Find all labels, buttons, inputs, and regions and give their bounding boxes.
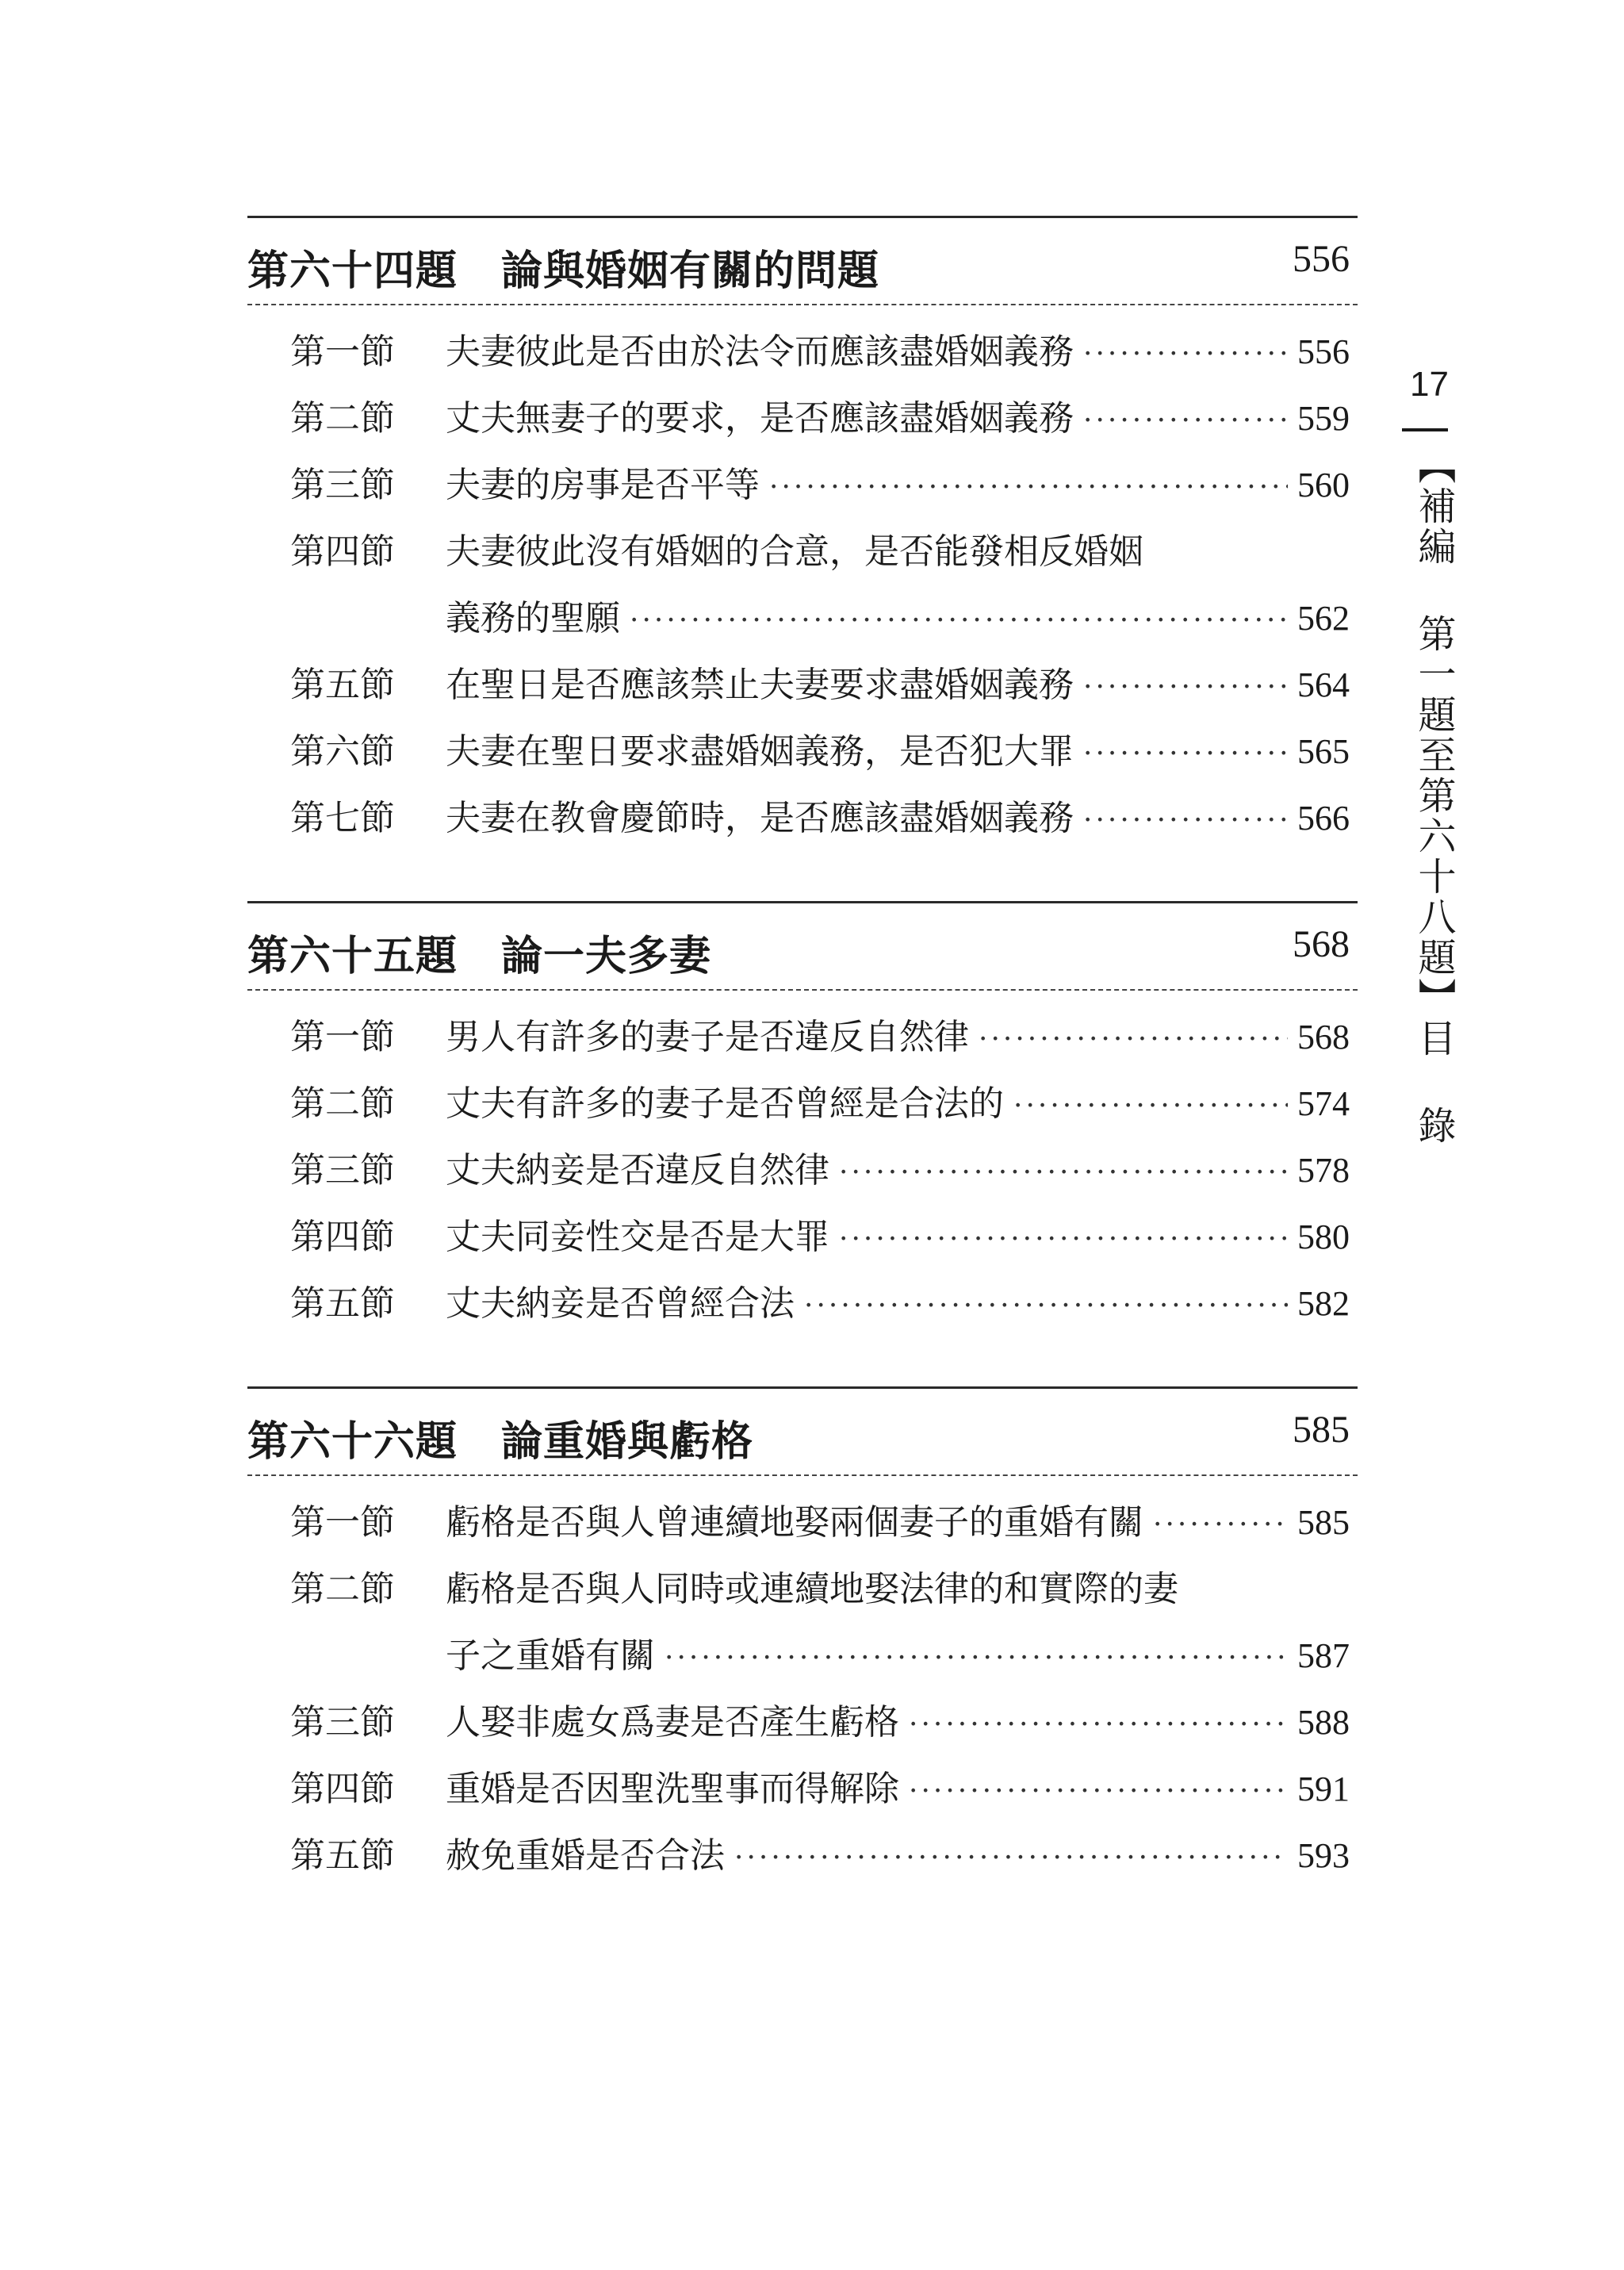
section-line — [446, 389, 1350, 440]
section-page-number: 580 — [1297, 1217, 1350, 1256]
section-list — [247, 316, 1358, 849]
section-entry — [247, 1820, 1358, 1887]
topic-title — [247, 237, 879, 297]
dot-leader — [804, 1290, 1288, 1322]
section-title: 夫妻彼此是否由於法令而應該盡婚姻義務 — [446, 332, 1074, 372]
dot-leader — [1153, 1509, 1288, 1541]
topic-label: 第六十四題 — [247, 247, 458, 295]
section-entry — [247, 783, 1358, 849]
section-title: 丈夫同妾性交是否是大罪 — [446, 1217, 829, 1257]
section-label: 第三節 — [290, 465, 395, 505]
topic-rule-bottom — [247, 989, 1358, 991]
section-line — [446, 1008, 1350, 1059]
section-label: 第五節 — [290, 665, 395, 705]
section-label: 第五節 — [290, 1283, 395, 1324]
section-entry — [247, 1687, 1358, 1754]
section-line — [446, 1208, 1350, 1259]
section-page-number: 556 — [1297, 332, 1350, 371]
section-title: 在聖日是否應該禁止夫妻要求盡婚姻義務 — [446, 665, 1074, 705]
section-page-number: 574 — [1297, 1084, 1350, 1123]
page-number: 17 — [1410, 365, 1449, 404]
section-list — [247, 1487, 1358, 1887]
section-page-number: 568 — [1297, 1018, 1350, 1056]
dot-leader — [630, 604, 1288, 637]
dot-leader — [839, 1223, 1288, 1256]
section-entry — [247, 316, 1358, 383]
section-label: 第三節 — [290, 1150, 395, 1191]
section-entry — [247, 1002, 1358, 1068]
dot-leader — [665, 1642, 1288, 1674]
dot-leader — [1083, 338, 1288, 370]
topic-title-text: 論與婚姻有關的問題 — [501, 247, 880, 295]
section-title: 丈夫納妾是否違反自然律 — [446, 1150, 829, 1191]
section-page-number: 588 — [1297, 1703, 1350, 1742]
topic-rule-bottom — [247, 1474, 1358, 1476]
section-entry — [247, 450, 1358, 516]
dot-leader — [909, 1708, 1288, 1741]
section-label: 第四節 — [290, 1769, 395, 1809]
section-label: 第四節 — [290, 1217, 395, 1257]
section-label: 第二節 — [290, 1083, 395, 1124]
running-header-title: 【補編 第一題至第六十八題】目 錄 — [1411, 446, 1456, 1146]
section-label: 第三節 — [290, 1702, 395, 1743]
section-line — [446, 1141, 1350, 1192]
section-line — [446, 323, 1350, 374]
section-line — [446, 1827, 1350, 1877]
section-line — [446, 1075, 1350, 1125]
topic-heading — [247, 903, 1358, 986]
section-title: 丈夫無妻子的要求，是否應該盡婚姻義務 — [446, 398, 1074, 439]
section-line — [446, 656, 1350, 707]
section-line — [446, 1760, 1350, 1811]
section-entry — [247, 383, 1358, 450]
section-page-number: 591 — [1297, 1770, 1350, 1808]
section-page-number: 587 — [1297, 1636, 1350, 1675]
topic-title-text: 論重婚與虧格 — [501, 1417, 754, 1466]
section-page-number: 564 — [1297, 665, 1350, 704]
section-entry — [247, 1487, 1358, 1554]
section-label: 第一節 — [290, 1502, 395, 1543]
section-page-number: 566 — [1297, 799, 1350, 838]
section-title: 赦免重婚是否合法 — [446, 1835, 725, 1876]
section-title: 丈夫納妾是否曾經合法 — [446, 1283, 795, 1324]
dot-leader — [734, 1842, 1288, 1874]
section-page-number: 560 — [1297, 466, 1350, 504]
section-label: 第六節 — [290, 731, 395, 772]
section-line — [446, 723, 1350, 773]
section-page-number: 582 — [1297, 1284, 1350, 1323]
section-line — [446, 589, 1350, 640]
dot-leader — [909, 1775, 1288, 1808]
section-page-number: 593 — [1297, 1836, 1350, 1875]
section-title-first-line: 虧格是否與人同時或連續地娶法律的和實際的妻 — [446, 1569, 1178, 1609]
section-line — [446, 1693, 1350, 1744]
section-title-first-line: 夫妻彼此沒有婚姻的合意，是否能發相反婚姻 — [446, 531, 1143, 572]
dot-leader — [1083, 671, 1288, 704]
section-entry — [247, 650, 1358, 716]
topic-label: 第六十五題 — [247, 932, 458, 980]
dot-leader — [1083, 804, 1288, 837]
section-entry — [247, 1554, 1358, 1687]
section-list — [247, 1002, 1358, 1335]
section-page-number: 565 — [1297, 732, 1350, 771]
dot-leader — [1013, 1090, 1288, 1122]
section-title: 義務的聖願 — [446, 598, 620, 638]
section-line — [446, 789, 1350, 840]
section-line — [446, 1275, 1350, 1325]
dot-leader — [979, 1023, 1288, 1056]
topic-page-number: 568 — [1293, 923, 1350, 965]
section-title: 重婚是否因聖洗聖事而得解除 — [446, 1769, 899, 1809]
section-page-number: 578 — [1297, 1151, 1350, 1190]
section-title: 丈夫有許多的妻子是否曾經是合法的 — [446, 1083, 1004, 1124]
section-page-number: 559 — [1297, 399, 1350, 438]
section-label: 第二節 — [290, 398, 395, 439]
topic-64 — [247, 216, 1358, 849]
section-line — [446, 1494, 1350, 1544]
section-page-number: 585 — [1297, 1503, 1350, 1542]
section-entry — [247, 1068, 1358, 1135]
section-label: 第五節 — [290, 1835, 395, 1876]
section-entry — [247, 716, 1358, 783]
dot-leader — [839, 1156, 1288, 1189]
topic-heading — [247, 218, 1358, 301]
section-title: 虧格是否與人曾連續地娶兩個妻子的重婚有關 — [446, 1502, 1143, 1543]
section-line — [446, 456, 1350, 507]
section-title: 子之重婚有關 — [446, 1635, 655, 1676]
section-title: 男人有許多的妻子是否違反自然律 — [446, 1017, 969, 1057]
section-entry — [247, 516, 1358, 650]
topic-page-number: 556 — [1293, 238, 1350, 280]
section-entry — [247, 1268, 1358, 1335]
topic-heading — [247, 1389, 1358, 1471]
section-entry — [247, 1754, 1358, 1820]
topic-page-number: 585 — [1293, 1409, 1350, 1451]
section-title: 夫妻的房事是否平等 — [446, 465, 760, 505]
topic-title-text: 論一夫多妻 — [501, 932, 712, 980]
dot-leader — [769, 471, 1288, 504]
topic-rule-bottom — [247, 304, 1358, 305]
section-label: 第二節 — [290, 1569, 395, 1609]
section-title: 人娶非處女爲妻是否產生虧格 — [446, 1702, 899, 1743]
section-line — [446, 1627, 1350, 1678]
topic-title — [247, 922, 711, 982]
section-page-number: 562 — [1297, 599, 1350, 638]
topic-65 — [247, 901, 1358, 1335]
topic-label: 第六十六題 — [247, 1417, 458, 1466]
dot-leader — [1083, 738, 1288, 770]
section-title: 夫妻在聖日要求盡婚姻義務，是否犯大罪 — [446, 731, 1074, 772]
section-title: 夫妻在教會慶節時，是否應該盡婚姻義務 — [446, 798, 1074, 838]
section-entry — [247, 1202, 1358, 1268]
section-label: 第一節 — [290, 1017, 395, 1057]
section-label: 第七節 — [290, 798, 395, 838]
section-label: 第四節 — [290, 531, 395, 572]
running-header-rule — [1402, 428, 1448, 431]
section-entry — [247, 1135, 1358, 1202]
section-label: 第一節 — [290, 332, 395, 372]
topic-title — [247, 1408, 753, 1467]
dot-leader — [1083, 405, 1288, 437]
topic-66 — [247, 1386, 1358, 1887]
